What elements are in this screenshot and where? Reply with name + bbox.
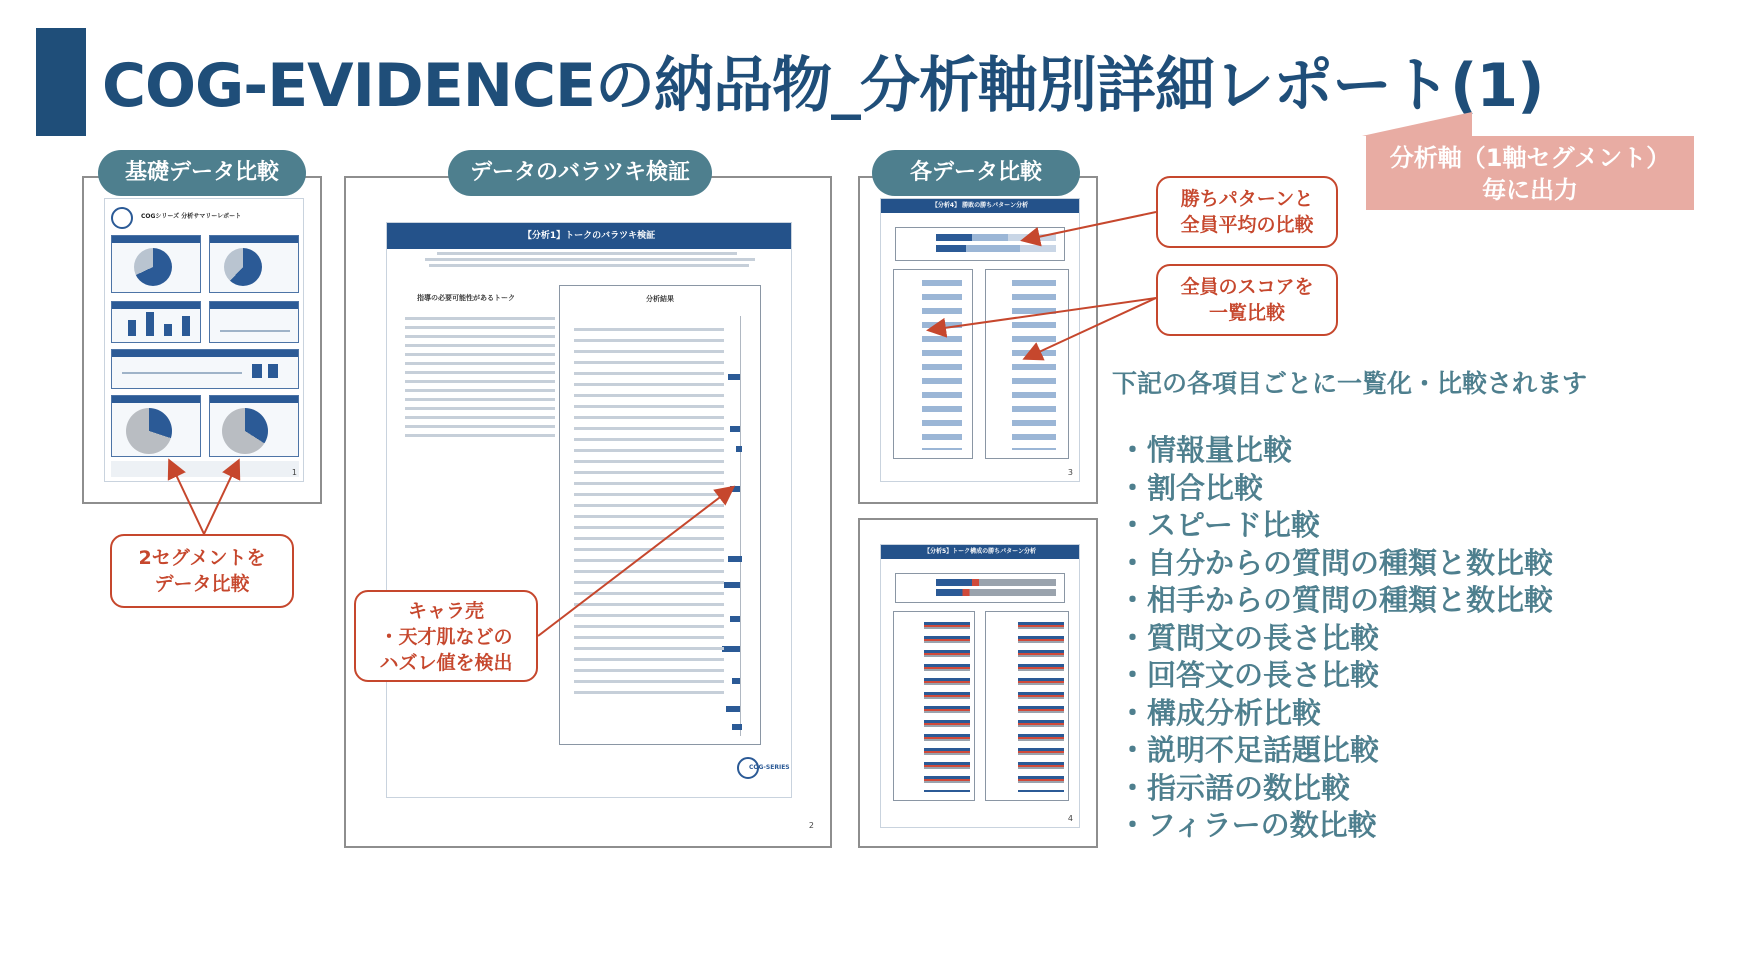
list-item: ・説明不足話題比較: [1118, 733, 1380, 767]
segment-compare-line2: データ比較: [154, 573, 250, 595]
outlier-line3: ハズレ値を検出: [379, 652, 513, 674]
list-item: ・割合比較: [1118, 470, 1264, 505]
list-item: ・回答文の長さ比較: [1118, 658, 1380, 692]
score-list-line2: 一覧比較: [1208, 302, 1285, 324]
segment-callout-line2: 毎に出力: [1482, 176, 1578, 204]
comparison-items-list: [1118, 432, 1553, 845]
list-item: ・相手からの質問の種類と数比較: [1118, 583, 1554, 617]
page-number: 4: [1067, 814, 1073, 823]
page-number: 2: [808, 821, 814, 830]
variance-data-label: データのバラツキ検証: [448, 150, 712, 196]
list-item: ・質問文の長さ比較: [1118, 620, 1380, 655]
list-item: ・情報量比較: [1118, 433, 1293, 467]
basic-data-label: 基礎データ比較: [98, 150, 306, 196]
segment-compare-line1: 2セグメントを: [138, 547, 266, 569]
list-item: ・フィラーの数比較: [1118, 808, 1377, 842]
win-pattern-line2: 全員平均の比較: [1180, 214, 1314, 236]
variance-doc-header: 【分析1】トークのバラツキ検証: [387, 223, 791, 249]
compare-doc2-header: 【分析5】トーク構成の勝ちパターン分析: [881, 545, 1079, 559]
list-item: ・スピード比較: [1118, 508, 1320, 542]
outlier-line2: ・天才肌などの: [379, 626, 513, 648]
compare-doc1-header: 【分析4】 勝敗の勝ちパターン分析: [881, 199, 1079, 213]
page-title: COG-EVIDENCEの納品物_分析軸別詳細レポート(1): [102, 51, 1544, 121]
variance-right-heading: 分析結果: [646, 295, 674, 303]
comparison-heading: 下記の各項目ごとに一覧化・比較されます: [1112, 369, 1588, 398]
page-number: 1: [291, 468, 297, 477]
compare-data-label: 各データ比較: [872, 150, 1080, 196]
score-list-line1: 全員のスコアを: [1180, 276, 1314, 298]
cog-logo-text: COG-SERIES: [749, 764, 790, 771]
basic-doc-title: COGシリーズ 分析サマリーレポート: [141, 213, 242, 220]
outlier-line1: キャラ売: [407, 600, 484, 622]
list-item: ・構成分析比較: [1118, 695, 1322, 730]
win-pattern-line1: 勝ちパターンと: [1180, 188, 1314, 210]
list-item: ・自分からの質問の種類と数比較: [1118, 545, 1554, 580]
segment-callout-line1: 分析軸（1軸セグメント）: [1389, 144, 1671, 172]
list-item: ・指示語の数比較: [1118, 770, 1351, 805]
page-number: 3: [1067, 468, 1073, 477]
variance-left-heading: 指導の必要可能性があるトーク: [417, 294, 515, 302]
